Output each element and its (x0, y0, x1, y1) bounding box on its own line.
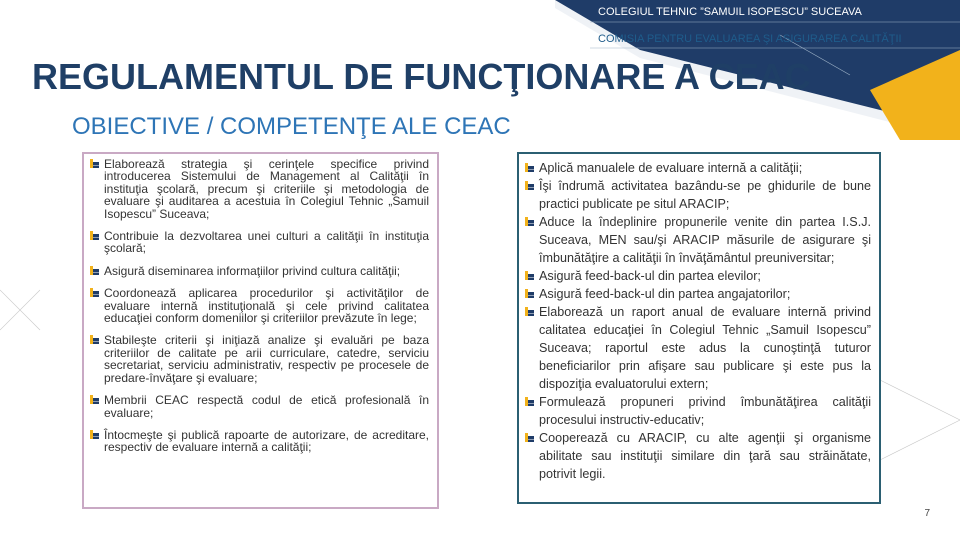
left-objectives-list (90, 158, 429, 454)
list-item (90, 287, 429, 324)
list-item (90, 429, 429, 454)
list-item-text: Asigură feed-back-ul din partea elevilor; (539, 269, 761, 283)
list-item (90, 265, 429, 277)
list-item-text: Cooperează cu ARACIP, cu alte agenţii şi organisme abilitate sau instituţii similare din ţară sau străinătate, potrivit legii. (539, 431, 871, 481)
bullet-icon (525, 307, 534, 316)
list-item (525, 267, 871, 285)
list-item (90, 334, 429, 384)
list-item-text: Îşi îndrumă activitatea bazându-se pe ghidurile de bune practici publicate pe situl ARACIP; (539, 179, 871, 211)
bullet-icon (90, 395, 99, 404)
list-item-text: Membrii CEAC respectă codul de etică profesională în evaluare; (104, 393, 429, 420)
slide-title: REGULAMENTUL DE FUNCŢIONARE A CEAC (32, 56, 811, 97)
list-item-text: Aplică manualele de evaluare internă a calităţii; (539, 161, 803, 175)
bullet-icon (525, 271, 534, 280)
decor-line (880, 420, 960, 460)
bullet-icon (90, 159, 99, 168)
slide-subtitle: OBIECTIVE / COMPETENŢE ALE CEAC (72, 113, 511, 140)
list-item-text: Elaborează strategia şi cerinţele specifice privind introducerea Sistemului de Management al Calităţii în instituţia şcolară, precum şi criteriile şi metodologia de evaluare şi auditarea a acestuia în Colegiul Tehnic „Samuil Isopescu” Suceava; (104, 157, 429, 221)
list-item-text: Contribuie la dezvoltarea unei culturi a calităţii în instituţia şcolară; (104, 229, 429, 256)
list-item (525, 213, 871, 267)
list-item (525, 285, 871, 303)
bullet-icon (525, 217, 534, 226)
list-item (90, 158, 429, 220)
bullet-icon (525, 163, 534, 172)
bullet-icon (90, 430, 99, 439)
list-item (525, 159, 871, 177)
list-item-text: Întocmeşte şi publică rapoarte de autorizare, de acreditare, respectiv de evaluare internă a calităţii; (104, 427, 429, 455)
list-item-text: Asigură feed-back-ul din partea angajatorilor; (539, 287, 791, 301)
list-item-text: Asigură diseminarea informaţiilor privind cultura calităţii; (104, 263, 401, 278)
list-item (90, 230, 429, 255)
commission-name: COMISIA PENTRU EVALUAREA ŞI ASIGURAREA CALITĂŢII (598, 33, 902, 45)
decor-line (880, 380, 960, 420)
list-item-text: Formulează propuneri privind îmbunătăţirea calităţii procesului instructiv-educativ; (539, 395, 871, 427)
bullet-icon (525, 289, 534, 298)
institution-name: COLEGIUL TEHNIC ”SAMUIL ISOPESCU” SUCEAVA (598, 6, 862, 18)
bullet-icon (525, 397, 534, 406)
list-item (525, 393, 871, 429)
list-item (525, 177, 871, 213)
bullet-icon (90, 335, 99, 344)
left-objectives-box (82, 152, 439, 509)
list-item (525, 303, 871, 393)
list-item-text: Stabileşte criterii şi iniţiază analize şi evaluări pe baza criteriilor de calitate pe arii curriculare, catedre, serviciu secretariat, serviciu administrativ, respectiv pe procesele de predare-învăţare şi evaluare; (104, 333, 429, 385)
bullet-icon (525, 433, 534, 442)
bullet-icon (90, 266, 99, 275)
right-objectives-box (517, 152, 881, 504)
bullet-icon (90, 288, 99, 297)
right-objectives-list (525, 159, 871, 483)
list-item (525, 429, 871, 483)
bullet-icon (525, 181, 534, 190)
list-item-text: Coordonează aplicarea procedurilor şi activităţilor de evaluare internă instituţională şi cele privind calitatea educaţiei conform domeniilor şi criteriilor prevăzute în lege; (104, 286, 429, 326)
list-item-text: Elaborează un raport anual de evaluare internă privind calitatea educaţiei în Colegiul Tehnic „Samuil Isopescu” Suceava; raportul este adus la cunoştinţă tuturor beneficiarilor prin afişare sau publicare şi este pus la dispoziţia evaluatorului extern; (539, 305, 871, 391)
bullet-icon (90, 231, 99, 240)
list-item (90, 394, 429, 419)
page-number: 7 (924, 508, 930, 519)
list-item-text: Aduce la îndeplinire propunerile venite din partea I.S.J. Suceava, MEN sau/şi ARACIP măsurile de asigurare şi îmbunătăţire a calităţii în învăţământul preuniversitar; (539, 215, 871, 265)
